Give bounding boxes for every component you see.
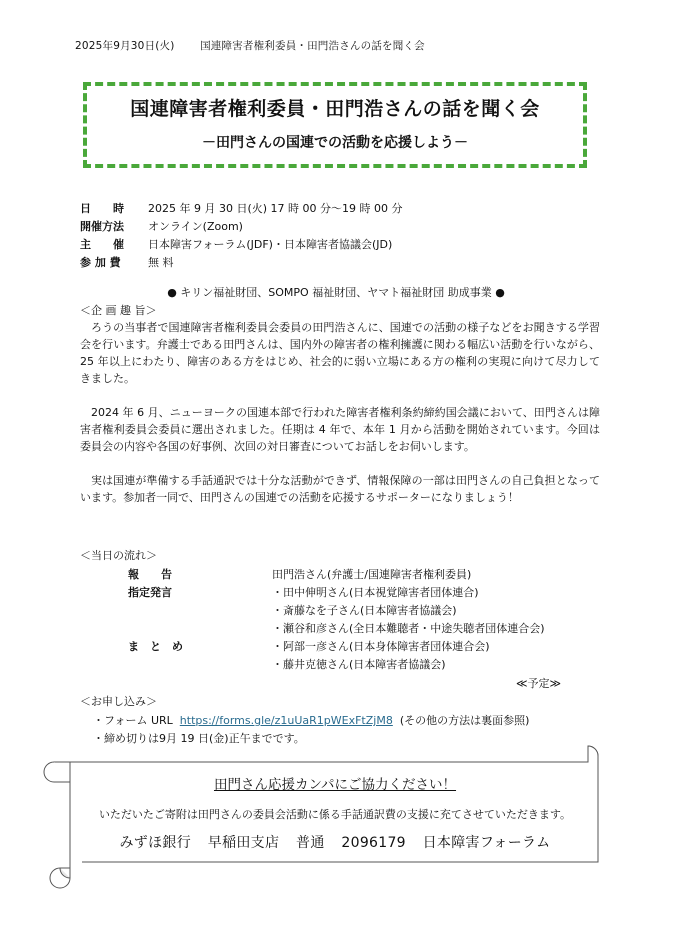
info-value: オンライン(Zoom) [148,220,243,233]
info-row-organizer [80,236,392,253]
flow-heading: ＜当日の流れ＞ [80,549,157,562]
schedule-note: ≪予定≫ [516,677,562,690]
form-url-suffix: (その他の方法は裏面参照) [399,714,530,727]
grant-line: ● キリン福祉財団、SOMPO 福祉財団、ヤマト福祉財団 助成事業 ● [167,286,505,299]
apply-deadline: ・締め切りは9月 19 日(金)正午までです。 [93,732,305,745]
apply-form-line [93,712,529,728]
purpose-heading: ＜企 画 趣 旨＞ [80,304,157,317]
info-label: 日 時 [80,202,124,215]
flow-value: ・阿部一彦さん(日本身体障害者団体連合会) [272,640,490,653]
flow-label: 指定発言 [128,586,172,599]
flow-label: 報 告 [128,568,172,581]
flow-label: ま と め [128,640,183,653]
header-line [75,38,447,53]
header-date: 2025年9月30日(火) [75,40,175,52]
info-label: 主 催 [80,238,124,251]
info-label: 参 加 費 [80,256,121,269]
info-value: 日本障害フォーラム(JDF)・日本障害者協議会(JD) [148,238,393,251]
donation-title: 田門さん応援カンパにご協力ください！ [213,777,457,793]
flow-value: 田門浩さん(弁護士/国連障害者権利委員) [272,568,472,581]
account-type: 普通 [296,835,325,851]
header-event: 国連障害者権利委員・田門浩さんの話を聞く会 [200,40,425,52]
account-number: 2096179 [341,835,406,851]
info-value: 無 料 [148,256,174,269]
purpose-paragraph: 2024 年 6 月、ニューヨークの国連本部で行われた障害者権利条約締約国会議において、田門さんは障害者権利委員会委員に選出されました。任期は 4 年で、本年 1 月から活動を開始されています。今回は委員会の内容や各国の好事例、次回の対日審査についてお話しをお伺いします。 [80,406,600,453]
flow-value: ・藤井克徳さん(日本障害者協議会) [272,658,446,671]
info-row-datetime [80,200,403,217]
donation-note: いただいたご寄附は田門さんの委員会活動に係る手話通訳費の支援に充てさせていただきます。 [98,808,572,821]
flow-value: ・斎藤なを子さん(日本障害者協議会) [272,604,457,617]
info-label: 開催方法 [80,220,124,233]
apply-heading: ＜お申し込み＞ [80,695,157,708]
account-holder: 日本障害フォーラム [422,835,551,851]
purpose-paragraph: ろうの当事者で国連障害者権利委員会委員の田門浩さんに、国連での活動の様子などをお聞きする学習会を行います。弁護士である田門さんは、国内外の障害者の権利擁護に関わる幅広い活動を行いながら、25 年以上にわたり、障害のある方をはじめ、社会的に弱い立場にある方の権利の実現に向けて尽力してきました。 [80,321,600,385]
flow-value: ・瀬谷和彦さん(全日本難聴者・中途失聴者団体連合会) [272,622,545,635]
bank-branch: 早稲田支店 [207,835,280,851]
form-url-prefix: ・フォーム URL [93,714,173,727]
info-value: 2025 年 9 月 30 日(火) 17 時 00 分～19 時 00 分 [148,202,403,215]
bank-account [80,832,590,852]
purpose-paragraph: 実は国連が準備する手話通訳では十分な活動ができず、情報保障の一部は田門さんの自己負担となっています。参加者一同で、田門さんの国連での活動を応援するサポーターになりましょう！ [80,474,600,504]
page-title: 国連障害者権利委員・田門浩さんの話を聞く会 [130,98,540,120]
info-row-fee [80,254,174,271]
form-url-link[interactable]: https://forms.gle/z1uUaR1pWExFtZjM8 [179,714,393,727]
info-row-method [80,218,243,235]
page-subtitle: －田門さんの国連での活動を応援しよう－ [202,135,468,151]
flow-value: ・田中伸明さん(日本視覚障害者団体連合) [272,586,479,599]
bank-name: みずほ銀行 [119,835,191,851]
